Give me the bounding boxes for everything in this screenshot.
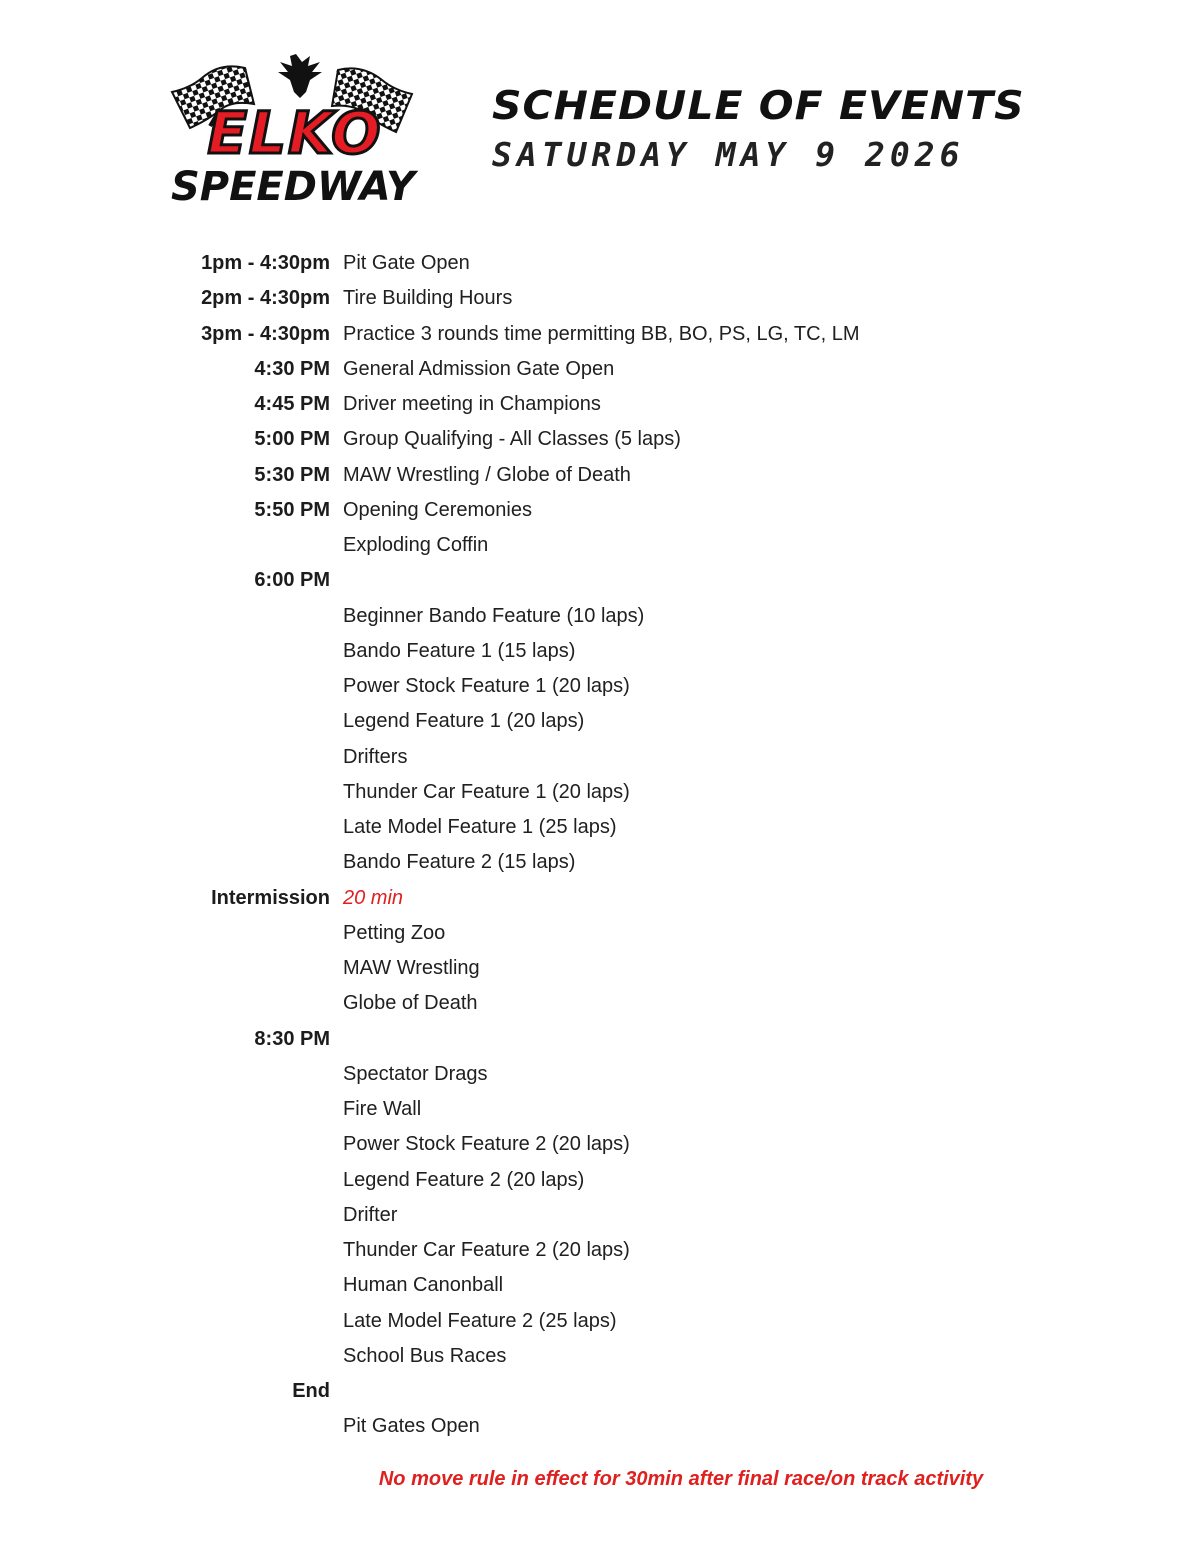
schedule-row bbox=[0, 246, 1200, 281]
schedule-row bbox=[0, 599, 1200, 634]
schedule-event: Pit Gates Open bbox=[343, 1415, 480, 1438]
schedule-row bbox=[0, 1339, 1200, 1374]
schedule-event: School Bus Races bbox=[343, 1344, 507, 1367]
schedule-time: 5:30 PM bbox=[254, 463, 330, 486]
schedule-row bbox=[0, 281, 1200, 316]
schedule-time: End bbox=[292, 1380, 330, 1403]
schedule-event: Drifter bbox=[343, 1203, 398, 1226]
schedule-row bbox=[0, 1198, 1200, 1233]
eagle-icon bbox=[278, 54, 322, 98]
schedule-row bbox=[0, 1304, 1200, 1339]
schedule-time: 1pm - 4:30pm bbox=[201, 252, 330, 275]
schedule-row bbox=[0, 1057, 1200, 1092]
schedule-row bbox=[0, 1022, 1200, 1057]
elko-speedway-logo bbox=[150, 48, 440, 213]
schedule-row bbox=[0, 528, 1200, 563]
schedule-event: Bando Feature 1 (15 laps) bbox=[343, 639, 576, 662]
schedule-row bbox=[0, 317, 1200, 352]
schedule-row bbox=[0, 669, 1200, 704]
schedule-row bbox=[0, 634, 1200, 669]
schedule-event: MAW Wrestling bbox=[343, 957, 480, 980]
schedule-row bbox=[0, 881, 1200, 916]
schedule-event: Spectator Drags bbox=[343, 1062, 488, 1085]
schedule-row bbox=[0, 387, 1200, 422]
schedule-time: 5:50 PM bbox=[254, 498, 330, 521]
schedule-event: General Admission Gate Open bbox=[343, 357, 615, 380]
schedule-list bbox=[0, 246, 1200, 1445]
schedule-row bbox=[0, 563, 1200, 598]
schedule-time: 3pm - 4:30pm bbox=[201, 322, 330, 345]
schedule-event: Fire Wall bbox=[343, 1098, 422, 1121]
schedule-row bbox=[0, 458, 1200, 493]
logo-graphic bbox=[150, 48, 440, 213]
schedule-row bbox=[0, 740, 1200, 775]
schedule-event: MAW Wrestling / Globe of Death bbox=[343, 463, 631, 486]
event-date: SATURDAY MAY 9 2026 bbox=[492, 135, 965, 174]
schedule-row bbox=[0, 986, 1200, 1021]
schedule-event: Beginner Bando Feature (10 laps) bbox=[343, 604, 645, 627]
schedule-event: Practice 3 rounds time permitting BB, BO, PS, LG, TC, LM bbox=[343, 322, 860, 345]
schedule-event: Drifters bbox=[343, 745, 408, 768]
schedule-event: Thunder Car Feature 2 (20 laps) bbox=[343, 1239, 630, 1262]
schedule-row bbox=[0, 845, 1200, 880]
schedule-event: Opening Ceremonies bbox=[343, 498, 532, 521]
schedule-row bbox=[0, 1163, 1200, 1198]
schedule-row bbox=[0, 1374, 1200, 1409]
schedule-event: Human Canonball bbox=[343, 1274, 504, 1297]
schedule-row bbox=[0, 1409, 1200, 1444]
schedule-time: 2pm - 4:30pm bbox=[201, 287, 330, 310]
schedule-event: Petting Zoo bbox=[343, 921, 446, 944]
schedule-time: 4:30 PM bbox=[254, 357, 330, 380]
schedule-row bbox=[0, 916, 1200, 951]
schedule-row bbox=[0, 704, 1200, 739]
schedule-event: Late Model Feature 2 (25 laps) bbox=[343, 1309, 617, 1332]
schedule-event: Legend Feature 1 (20 laps) bbox=[343, 710, 585, 733]
schedule-row bbox=[0, 1233, 1200, 1268]
schedule-event: Pit Gate Open bbox=[343, 252, 470, 275]
schedule-time: 8:30 PM bbox=[254, 1027, 330, 1050]
schedule-event: Group Qualifying - All Classes (5 laps) bbox=[343, 428, 681, 451]
logo-top-word: ELKO bbox=[207, 99, 383, 167]
schedule-event: Tire Building Hours bbox=[343, 287, 513, 310]
schedule-event: Exploding Coffin bbox=[343, 534, 489, 557]
schedule-time: 4:45 PM bbox=[254, 393, 330, 416]
schedule-event: Driver meeting in Champions bbox=[343, 393, 601, 416]
schedule-row bbox=[0, 810, 1200, 845]
schedule-row bbox=[0, 1127, 1200, 1162]
schedule-row bbox=[0, 1092, 1200, 1127]
schedule-row bbox=[0, 775, 1200, 810]
schedule-event: Power Stock Feature 1 (20 laps) bbox=[343, 675, 630, 698]
schedule-event: Bando Feature 2 (15 laps) bbox=[343, 851, 576, 874]
schedule-event: Power Stock Feature 2 (20 laps) bbox=[343, 1133, 630, 1156]
schedule-time: 5:00 PM bbox=[254, 428, 330, 451]
schedule-time: Intermission bbox=[211, 886, 330, 909]
schedule-row bbox=[0, 422, 1200, 457]
schedule-event: Late Model Feature 1 (25 laps) bbox=[343, 816, 617, 839]
schedule-time: 6:00 PM bbox=[254, 569, 330, 592]
intermission-duration: 20 min bbox=[343, 886, 404, 909]
schedule-row bbox=[0, 951, 1200, 986]
page-header bbox=[492, 84, 1025, 174]
schedule-event: Thunder Car Feature 1 (20 laps) bbox=[343, 780, 630, 803]
schedule-event: Globe of Death bbox=[343, 992, 478, 1015]
schedule-event: Legend Feature 2 (20 laps) bbox=[343, 1168, 585, 1191]
logo-bottom-word: SPEEDWAY bbox=[170, 164, 416, 210]
schedule-row bbox=[0, 352, 1200, 387]
schedule-row bbox=[0, 1268, 1200, 1303]
page-title: SCHEDULE OF EVENTS bbox=[492, 84, 1025, 129]
schedule-row bbox=[0, 493, 1200, 528]
no-move-rule-notice: No move rule in effect for 30min after final race/on track activity bbox=[378, 1468, 984, 1490]
